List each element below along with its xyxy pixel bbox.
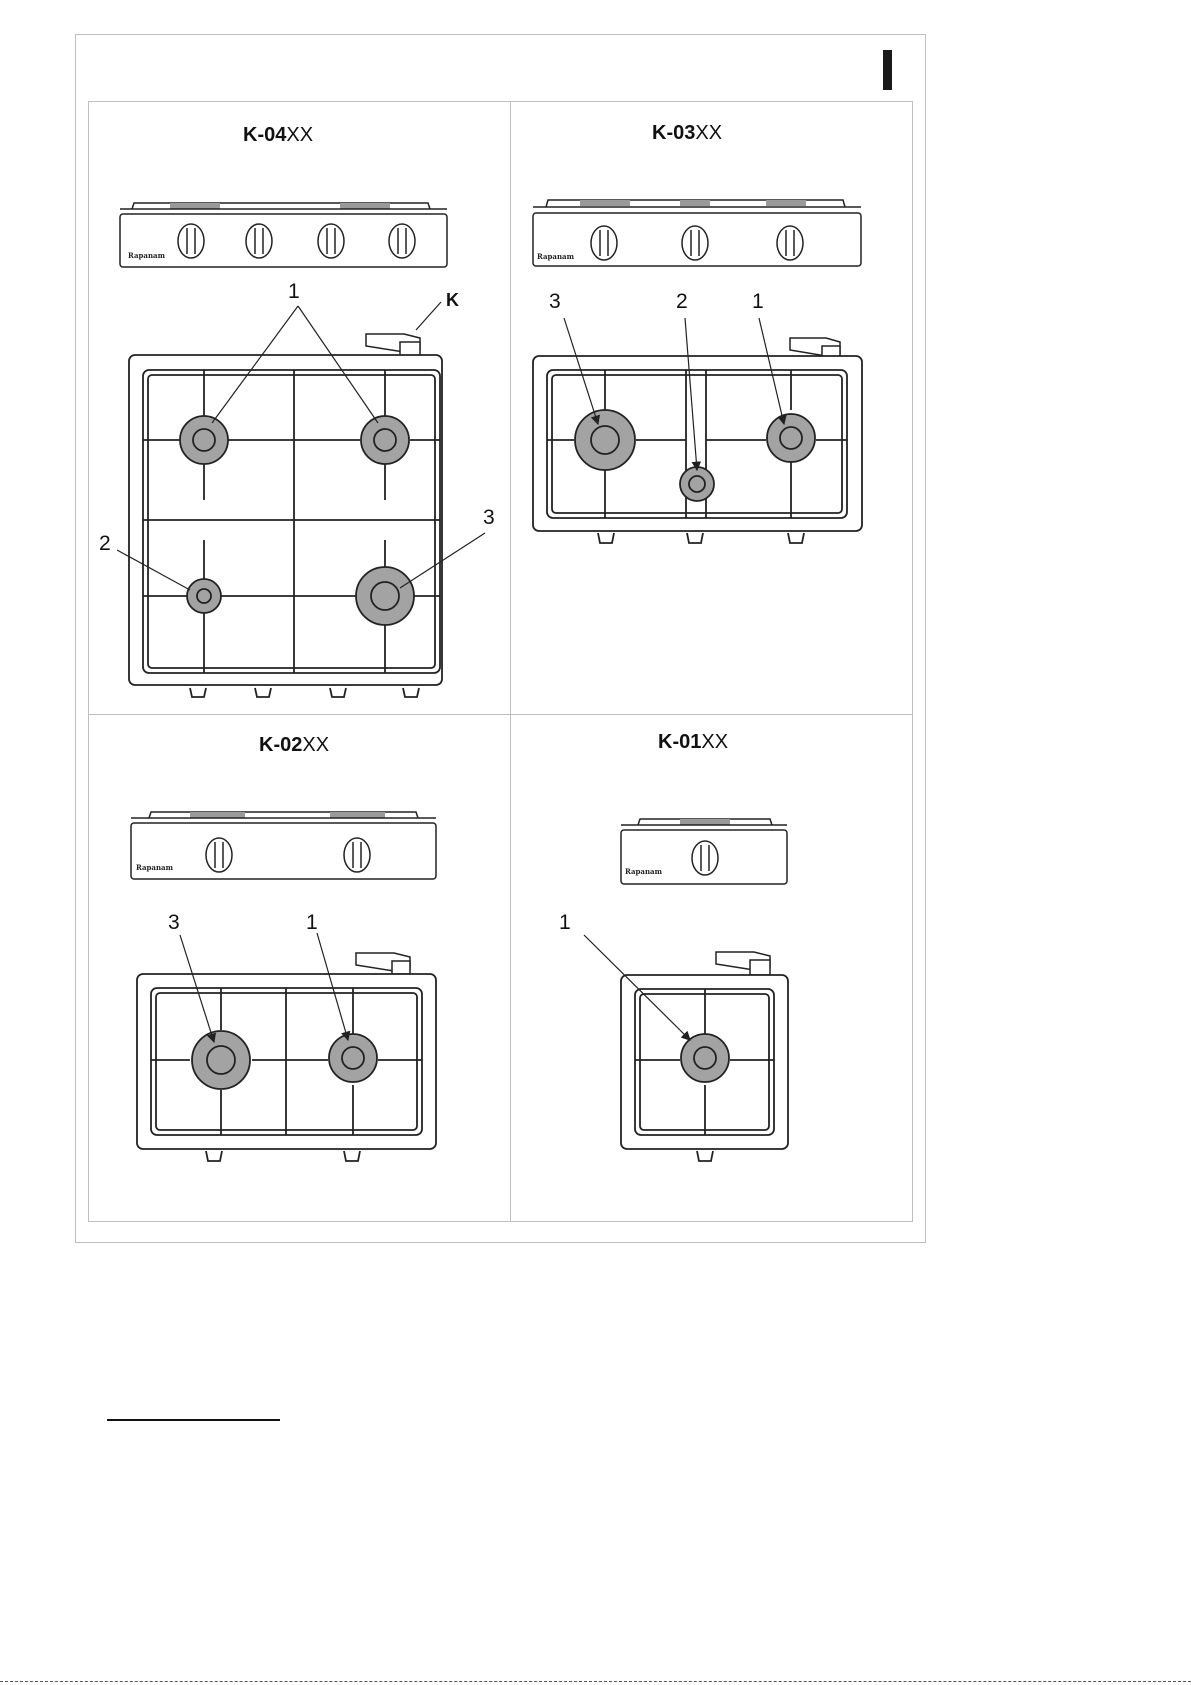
k04-top-view bbox=[129, 355, 442, 697]
k04-hose-connector bbox=[366, 334, 420, 356]
footnote-separator bbox=[107, 1419, 280, 1421]
k04-brand-label: Rapanam bbox=[128, 251, 165, 260]
k04-callout-3: 3 bbox=[483, 506, 495, 529]
k03-front-view bbox=[533, 200, 861, 266]
k02-hose-connector bbox=[356, 953, 410, 974]
k02-callout-3: 3 bbox=[168, 911, 180, 934]
k03-callout-3: 3 bbox=[549, 290, 561, 313]
k01-hose-connector bbox=[716, 952, 770, 975]
k03-brand-label: Rapanam bbox=[537, 252, 574, 261]
k04-front-view bbox=[120, 203, 447, 267]
k01-callout-1: 1 bbox=[559, 911, 571, 934]
k02-top-view bbox=[137, 974, 436, 1161]
model-title-k01: K-01XX bbox=[658, 731, 729, 753]
model-title-k02: K-02XX bbox=[259, 734, 330, 756]
k04-callout-k: K bbox=[446, 290, 459, 310]
k04-callout-2: 2 bbox=[99, 532, 111, 555]
k02-front-view bbox=[131, 812, 436, 879]
model-title-k04: K-04XX bbox=[243, 124, 314, 146]
page-edge-dashed-line bbox=[0, 1681, 1191, 1682]
k03-callout-1: 1 bbox=[752, 290, 764, 313]
k02-callout-1: 1 bbox=[306, 911, 318, 934]
k02-brand-label: Rapanam bbox=[136, 863, 173, 872]
model-title-k03: K-03XX bbox=[652, 122, 723, 144]
k03-hose-connector bbox=[790, 338, 840, 358]
k03-callout-2: 2 bbox=[676, 290, 688, 313]
k04-callout-1: 1 bbox=[288, 280, 300, 303]
k01-brand-label: Rapanam bbox=[625, 867, 662, 876]
